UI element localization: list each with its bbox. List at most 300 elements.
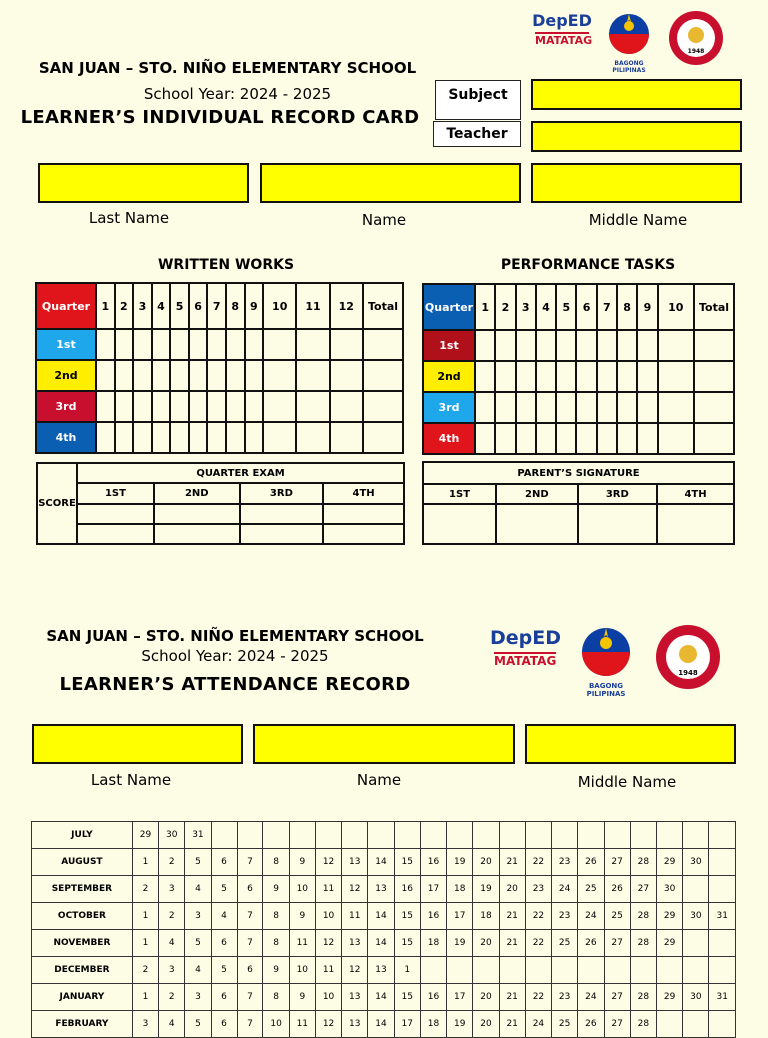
attendance-day-cell[interactable]: 5	[211, 876, 237, 903]
pt-score-cell[interactable]	[516, 330, 536, 361]
ww-score-cell[interactable]	[189, 329, 208, 360]
attendance-empty-cell[interactable]	[630, 957, 656, 984]
pt-score-cell[interactable]	[658, 423, 694, 454]
attendance-day-cell[interactable]: 6	[237, 957, 263, 984]
signature-cell[interactable]	[423, 504, 496, 544]
attendance-day-cell[interactable]: 10	[289, 876, 315, 903]
attendance-day-cell[interactable]: 29	[656, 984, 682, 1011]
ww-score-cell[interactable]	[133, 422, 152, 453]
ww-score-cell[interactable]	[115, 329, 134, 360]
attendance-day-cell[interactable]: 23	[525, 876, 551, 903]
attendance-empty-cell[interactable]	[315, 822, 341, 849]
pt-score-cell[interactable]	[637, 330, 657, 361]
pt-score-cell[interactable]	[637, 392, 657, 423]
attendance-day-cell[interactable]: 28	[630, 849, 656, 876]
pt-score-cell[interactable]	[694, 423, 734, 454]
pt-score-cell[interactable]	[556, 423, 576, 454]
pt-score-cell[interactable]	[475, 361, 495, 392]
attendance-day-cell[interactable]: 28	[630, 930, 656, 957]
attendance-empty-cell[interactable]	[683, 930, 709, 957]
ww-score-cell[interactable]	[245, 391, 264, 422]
attendance-day-cell[interactable]: 5	[185, 930, 211, 957]
middle-name-field[interactable]	[531, 163, 742, 203]
ww-score-cell[interactable]	[170, 329, 189, 360]
attendance-day-cell[interactable]: 31	[709, 903, 736, 930]
attendance-day-cell[interactable]: 3	[185, 903, 211, 930]
pt-score-cell[interactable]	[597, 423, 617, 454]
attendance-day-cell[interactable]: 19	[473, 876, 499, 903]
attendance-day-cell[interactable]: 18	[420, 1011, 446, 1038]
attendance-day-cell[interactable]: 1	[132, 849, 158, 876]
attendance-day-cell[interactable]: 8	[263, 930, 289, 957]
ww-score-cell[interactable]	[133, 329, 152, 360]
ww-score-cell[interactable]	[189, 360, 208, 391]
ww-score-cell[interactable]	[296, 329, 329, 360]
attendance-empty-cell[interactable]	[604, 822, 630, 849]
ww-score-cell[interactable]	[152, 422, 171, 453]
attendance-empty-cell[interactable]	[499, 957, 525, 984]
attendance-day-cell[interactable]: 22	[525, 849, 551, 876]
ww-score-cell[interactable]	[263, 391, 296, 422]
attendance-day-cell[interactable]: 30	[159, 822, 185, 849]
attendance-day-cell[interactable]: 22	[525, 930, 551, 957]
attendance-day-cell[interactable]: 11	[289, 1011, 315, 1038]
pt-score-cell[interactable]	[658, 361, 694, 392]
attendance-empty-cell[interactable]	[709, 957, 736, 984]
attendance-day-cell[interactable]: 10	[289, 957, 315, 984]
attendance-empty-cell[interactable]	[709, 822, 736, 849]
attendance-day-cell[interactable]: 31	[709, 984, 736, 1011]
attendance-day-cell[interactable]: 15	[394, 903, 420, 930]
ww-score-cell[interactable]	[363, 422, 403, 453]
ww-score-cell[interactable]	[170, 422, 189, 453]
attendance-day-cell[interactable]: 12	[342, 876, 368, 903]
exam-cell[interactable]	[323, 524, 404, 544]
attendance-day-cell[interactable]: 16	[420, 903, 446, 930]
attendance-day-cell[interactable]: 6	[211, 849, 237, 876]
ww-score-cell[interactable]	[115, 422, 134, 453]
pt-score-cell[interactable]	[475, 330, 495, 361]
pt-score-cell[interactable]	[658, 330, 694, 361]
attendance-day-cell[interactable]: 1	[132, 930, 158, 957]
attendance-day-cell[interactable]: 5	[211, 957, 237, 984]
attendance-day-cell[interactable]: 9	[289, 984, 315, 1011]
ww-score-cell[interactable]	[133, 360, 152, 391]
pt-score-cell[interactable]	[536, 392, 556, 423]
attendance-day-cell[interactable]: 21	[499, 849, 525, 876]
pt-score-cell[interactable]	[495, 361, 515, 392]
ww-score-cell[interactable]	[152, 360, 171, 391]
attendance-day-cell[interactable]: 4	[211, 903, 237, 930]
attendance-day-cell[interactable]: 13	[342, 849, 368, 876]
attendance-empty-cell[interactable]	[709, 849, 736, 876]
att-middle-name-field[interactable]	[525, 724, 736, 764]
attendance-empty-cell[interactable]	[630, 822, 656, 849]
attendance-empty-cell[interactable]	[368, 822, 394, 849]
attendance-day-cell[interactable]: 14	[368, 903, 394, 930]
attendance-day-cell[interactable]: 17	[420, 876, 446, 903]
pt-score-cell[interactable]	[495, 330, 515, 361]
pt-score-cell[interactable]	[576, 423, 596, 454]
attendance-day-cell[interactable]: 14	[368, 1011, 394, 1038]
attendance-day-cell[interactable]: 23	[552, 849, 578, 876]
att-name-field[interactable]	[253, 724, 515, 764]
attendance-day-cell[interactable]: 20	[473, 984, 499, 1011]
attendance-empty-cell[interactable]	[342, 822, 368, 849]
pt-score-cell[interactable]	[597, 361, 617, 392]
ww-score-cell[interactable]	[263, 329, 296, 360]
pt-score-cell[interactable]	[617, 423, 637, 454]
attendance-empty-cell[interactable]	[263, 822, 289, 849]
attendance-day-cell[interactable]: 29	[656, 849, 682, 876]
ww-score-cell[interactable]	[296, 422, 329, 453]
ww-score-cell[interactable]	[363, 329, 403, 360]
attendance-day-cell[interactable]: 26	[578, 1011, 604, 1038]
attendance-day-cell[interactable]: 24	[525, 1011, 551, 1038]
attendance-day-cell[interactable]: 7	[237, 903, 263, 930]
attendance-day-cell[interactable]: 9	[289, 849, 315, 876]
exam-cell[interactable]	[154, 524, 240, 544]
ww-score-cell[interactable]	[226, 422, 245, 453]
attendance-day-cell[interactable]: 16	[420, 984, 446, 1011]
ww-score-cell[interactable]	[263, 360, 296, 391]
attendance-empty-cell[interactable]	[473, 957, 499, 984]
attendance-empty-cell[interactable]	[683, 876, 709, 903]
ww-score-cell[interactable]	[330, 422, 363, 453]
attendance-empty-cell[interactable]	[552, 822, 578, 849]
ww-score-cell[interactable]	[115, 360, 134, 391]
pt-score-cell[interactable]	[536, 361, 556, 392]
ww-score-cell[interactable]	[207, 391, 226, 422]
attendance-empty-cell[interactable]	[237, 822, 263, 849]
attendance-day-cell[interactable]: 27	[604, 1011, 630, 1038]
attendance-day-cell[interactable]: 21	[499, 930, 525, 957]
attendance-day-cell[interactable]: 1	[132, 903, 158, 930]
ww-score-cell[interactable]	[330, 391, 363, 422]
att-last-name-field[interactable]	[32, 724, 243, 764]
attendance-empty-cell[interactable]	[394, 822, 420, 849]
attendance-empty-cell[interactable]	[578, 957, 604, 984]
attendance-day-cell[interactable]: 17	[394, 1011, 420, 1038]
attendance-empty-cell[interactable]	[656, 1011, 682, 1038]
ww-score-cell[interactable]	[363, 360, 403, 391]
ww-score-cell[interactable]	[296, 360, 329, 391]
exam-cell[interactable]	[323, 504, 404, 524]
attendance-empty-cell[interactable]	[420, 957, 446, 984]
pt-score-cell[interactable]	[556, 361, 576, 392]
attendance-day-cell[interactable]: 9	[263, 876, 289, 903]
ww-score-cell[interactable]	[226, 391, 245, 422]
signature-cell[interactable]	[496, 504, 578, 544]
teacher-field[interactable]	[531, 121, 742, 152]
attendance-day-cell[interactable]: 8	[263, 984, 289, 1011]
attendance-day-cell[interactable]: 30	[683, 984, 709, 1011]
attendance-empty-cell[interactable]	[683, 957, 709, 984]
attendance-day-cell[interactable]: 13	[368, 957, 394, 984]
attendance-day-cell[interactable]: 3	[159, 876, 185, 903]
attendance-day-cell[interactable]: 15	[394, 930, 420, 957]
attendance-day-cell[interactable]: 10	[315, 984, 341, 1011]
attendance-day-cell[interactable]: 7	[237, 849, 263, 876]
exam-cell[interactable]	[154, 504, 240, 524]
attendance-day-cell[interactable]: 24	[552, 876, 578, 903]
attendance-day-cell[interactable]: 30	[683, 849, 709, 876]
attendance-empty-cell[interactable]	[683, 1011, 709, 1038]
attendance-day-cell[interactable]: 25	[578, 876, 604, 903]
attendance-day-cell[interactable]: 2	[159, 903, 185, 930]
attendance-day-cell[interactable]: 26	[578, 930, 604, 957]
attendance-day-cell[interactable]: 2	[159, 984, 185, 1011]
attendance-day-cell[interactable]: 20	[473, 930, 499, 957]
attendance-day-cell[interactable]: 18	[447, 876, 473, 903]
attendance-day-cell[interactable]: 19	[447, 930, 473, 957]
ww-score-cell[interactable]	[96, 422, 115, 453]
ww-score-cell[interactable]	[263, 422, 296, 453]
pt-score-cell[interactable]	[617, 392, 637, 423]
attendance-empty-cell[interactable]	[578, 822, 604, 849]
attendance-day-cell[interactable]: 14	[368, 930, 394, 957]
pt-score-cell[interactable]	[475, 423, 495, 454]
attendance-day-cell[interactable]: 10	[315, 903, 341, 930]
attendance-day-cell[interactable]: 29	[656, 903, 682, 930]
attendance-day-cell[interactable]: 20	[473, 1011, 499, 1038]
attendance-day-cell[interactable]: 27	[630, 876, 656, 903]
attendance-day-cell[interactable]: 3	[185, 984, 211, 1011]
pt-score-cell[interactable]	[556, 392, 576, 423]
attendance-day-cell[interactable]: 15	[394, 849, 420, 876]
attendance-day-cell[interactable]: 7	[237, 984, 263, 1011]
attendance-day-cell[interactable]: 19	[447, 1011, 473, 1038]
attendance-day-cell[interactable]: 6	[211, 1011, 237, 1038]
attendance-day-cell[interactable]: 6	[211, 930, 237, 957]
attendance-day-cell[interactable]: 16	[394, 876, 420, 903]
subject-field[interactable]	[531, 79, 742, 110]
attendance-day-cell[interactable]: 22	[525, 984, 551, 1011]
attendance-day-cell[interactable]: 21	[499, 1011, 525, 1038]
pt-score-cell[interactable]	[556, 330, 576, 361]
pt-score-cell[interactable]	[617, 330, 637, 361]
attendance-day-cell[interactable]: 4	[159, 930, 185, 957]
attendance-day-cell[interactable]: 25	[552, 930, 578, 957]
attendance-day-cell[interactable]: 8	[263, 903, 289, 930]
ww-score-cell[interactable]	[226, 360, 245, 391]
attendance-day-cell[interactable]: 11	[289, 930, 315, 957]
ww-score-cell[interactable]	[152, 329, 171, 360]
last-name-field[interactable]	[38, 163, 249, 203]
pt-score-cell[interactable]	[576, 330, 596, 361]
attendance-day-cell[interactable]: 27	[604, 849, 630, 876]
attendance-day-cell[interactable]: 8	[263, 849, 289, 876]
attendance-day-cell[interactable]: 28	[630, 903, 656, 930]
ww-score-cell[interactable]	[133, 391, 152, 422]
ww-score-cell[interactable]	[189, 422, 208, 453]
attendance-day-cell[interactable]: 26	[604, 876, 630, 903]
pt-score-cell[interactable]	[516, 361, 536, 392]
attendance-empty-cell[interactable]	[499, 822, 525, 849]
pt-score-cell[interactable]	[516, 423, 536, 454]
pt-score-cell[interactable]	[475, 392, 495, 423]
attendance-empty-cell[interactable]	[211, 822, 237, 849]
ww-score-cell[interactable]	[170, 360, 189, 391]
attendance-day-cell[interactable]: 30	[656, 876, 682, 903]
attendance-day-cell[interactable]: 2	[132, 876, 158, 903]
attendance-empty-cell[interactable]	[525, 957, 551, 984]
ww-score-cell[interactable]	[96, 360, 115, 391]
attendance-day-cell[interactable]: 14	[368, 849, 394, 876]
attendance-day-cell[interactable]: 20	[499, 876, 525, 903]
ww-score-cell[interactable]	[363, 391, 403, 422]
attendance-day-cell[interactable]: 13	[368, 876, 394, 903]
attendance-day-cell[interactable]: 11	[315, 876, 341, 903]
attendance-empty-cell[interactable]	[709, 930, 736, 957]
attendance-day-cell[interactable]: 1	[132, 984, 158, 1011]
attendance-empty-cell[interactable]	[604, 957, 630, 984]
attendance-day-cell[interactable]: 27	[604, 984, 630, 1011]
attendance-day-cell[interactable]: 12	[315, 1011, 341, 1038]
attendance-day-cell[interactable]: 25	[552, 1011, 578, 1038]
pt-score-cell[interactable]	[637, 423, 657, 454]
pt-score-cell[interactable]	[576, 392, 596, 423]
attendance-empty-cell[interactable]	[447, 957, 473, 984]
attendance-day-cell[interactable]: 16	[420, 849, 446, 876]
pt-score-cell[interactable]	[495, 392, 515, 423]
attendance-day-cell[interactable]: 1	[394, 957, 420, 984]
attendance-day-cell[interactable]: 29	[132, 822, 158, 849]
attendance-day-cell[interactable]: 24	[578, 984, 604, 1011]
attendance-day-cell[interactable]: 12	[315, 930, 341, 957]
ww-score-cell[interactable]	[330, 329, 363, 360]
attendance-empty-cell[interactable]	[683, 822, 709, 849]
attendance-day-cell[interactable]: 26	[578, 849, 604, 876]
pt-score-cell[interactable]	[694, 361, 734, 392]
attendance-day-cell[interactable]: 2	[159, 849, 185, 876]
ww-score-cell[interactable]	[207, 360, 226, 391]
attendance-empty-cell[interactable]	[656, 822, 682, 849]
attendance-day-cell[interactable]: 14	[368, 984, 394, 1011]
signature-cell[interactable]	[657, 504, 734, 544]
pt-score-cell[interactable]	[597, 330, 617, 361]
ww-score-cell[interactable]	[152, 391, 171, 422]
pt-score-cell[interactable]	[536, 330, 556, 361]
attendance-day-cell[interactable]: 21	[499, 984, 525, 1011]
signature-cell[interactable]	[578, 504, 657, 544]
attendance-day-cell[interactable]: 11	[342, 903, 368, 930]
ww-score-cell[interactable]	[96, 391, 115, 422]
attendance-empty-cell[interactable]	[709, 876, 736, 903]
attendance-day-cell[interactable]: 29	[656, 930, 682, 957]
attendance-day-cell[interactable]: 30	[683, 903, 709, 930]
attendance-day-cell[interactable]: 10	[263, 1011, 289, 1038]
attendance-day-cell[interactable]: 19	[447, 849, 473, 876]
attendance-day-cell[interactable]: 4	[185, 876, 211, 903]
attendance-empty-cell[interactable]	[709, 1011, 736, 1038]
attendance-empty-cell[interactable]	[525, 822, 551, 849]
pt-score-cell[interactable]	[516, 392, 536, 423]
attendance-day-cell[interactable]: 9	[263, 957, 289, 984]
attendance-day-cell[interactable]: 25	[604, 903, 630, 930]
attendance-empty-cell[interactable]	[289, 822, 315, 849]
attendance-day-cell[interactable]: 6	[211, 984, 237, 1011]
exam-cell[interactable]	[77, 524, 154, 544]
ww-score-cell[interactable]	[207, 422, 226, 453]
pt-score-cell[interactable]	[694, 392, 734, 423]
attendance-day-cell[interactable]: 17	[447, 903, 473, 930]
attendance-day-cell[interactable]: 17	[447, 984, 473, 1011]
attendance-day-cell[interactable]: 20	[473, 849, 499, 876]
ww-score-cell[interactable]	[189, 391, 208, 422]
attendance-empty-cell[interactable]	[473, 822, 499, 849]
pt-score-cell[interactable]	[495, 423, 515, 454]
ww-score-cell[interactable]	[207, 329, 226, 360]
attendance-day-cell[interactable]: 4	[159, 1011, 185, 1038]
attendance-day-cell[interactable]: 27	[604, 930, 630, 957]
attendance-day-cell[interactable]: 7	[237, 1011, 263, 1038]
attendance-day-cell[interactable]: 6	[237, 876, 263, 903]
ww-score-cell[interactable]	[296, 391, 329, 422]
attendance-day-cell[interactable]: 18	[420, 930, 446, 957]
pt-score-cell[interactable]	[597, 392, 617, 423]
exam-cell[interactable]	[77, 504, 154, 524]
attendance-empty-cell[interactable]	[420, 822, 446, 849]
attendance-day-cell[interactable]: 3	[132, 1011, 158, 1038]
pt-score-cell[interactable]	[576, 361, 596, 392]
attendance-day-cell[interactable]: 9	[289, 903, 315, 930]
ww-score-cell[interactable]	[170, 391, 189, 422]
ww-score-cell[interactable]	[115, 391, 134, 422]
attendance-day-cell[interactable]: 12	[315, 849, 341, 876]
attendance-day-cell[interactable]: 15	[394, 984, 420, 1011]
attendance-day-cell[interactable]: 5	[185, 1011, 211, 1038]
attendance-day-cell[interactable]: 31	[185, 822, 211, 849]
attendance-day-cell[interactable]: 7	[237, 930, 263, 957]
attendance-day-cell[interactable]: 28	[630, 1011, 656, 1038]
name-field[interactable]	[260, 163, 521, 203]
attendance-day-cell[interactable]: 21	[499, 903, 525, 930]
attendance-day-cell[interactable]: 11	[315, 957, 341, 984]
attendance-day-cell[interactable]: 23	[552, 984, 578, 1011]
ww-score-cell[interactable]	[245, 360, 264, 391]
ww-score-cell[interactable]	[245, 329, 264, 360]
attendance-day-cell[interactable]: 4	[185, 957, 211, 984]
pt-score-cell[interactable]	[658, 392, 694, 423]
attendance-day-cell[interactable]: 5	[185, 849, 211, 876]
attendance-day-cell[interactable]: 13	[342, 930, 368, 957]
exam-cell[interactable]	[240, 524, 324, 544]
ww-score-cell[interactable]	[245, 422, 264, 453]
attendance-day-cell[interactable]: 13	[342, 984, 368, 1011]
attendance-empty-cell[interactable]	[552, 957, 578, 984]
pt-score-cell[interactable]	[637, 361, 657, 392]
attendance-day-cell[interactable]: 12	[342, 957, 368, 984]
attendance-day-cell[interactable]: 2	[132, 957, 158, 984]
pt-score-cell[interactable]	[694, 330, 734, 361]
ww-score-cell[interactable]	[226, 329, 245, 360]
ww-score-cell[interactable]	[96, 329, 115, 360]
attendance-day-cell[interactable]: 23	[552, 903, 578, 930]
ww-score-cell[interactable]	[330, 360, 363, 391]
exam-cell[interactable]	[240, 504, 324, 524]
attendance-day-cell[interactable]: 13	[342, 1011, 368, 1038]
attendance-day-cell[interactable]: 3	[159, 957, 185, 984]
attendance-day-cell[interactable]: 28	[630, 984, 656, 1011]
attendance-empty-cell[interactable]	[656, 957, 682, 984]
pt-score-cell[interactable]	[536, 423, 556, 454]
attendance-day-cell[interactable]: 22	[525, 903, 551, 930]
attendance-empty-cell[interactable]	[447, 822, 473, 849]
attendance-day-cell[interactable]: 18	[473, 903, 499, 930]
pt-score-cell[interactable]	[617, 361, 637, 392]
attendance-day-cell[interactable]: 24	[578, 903, 604, 930]
